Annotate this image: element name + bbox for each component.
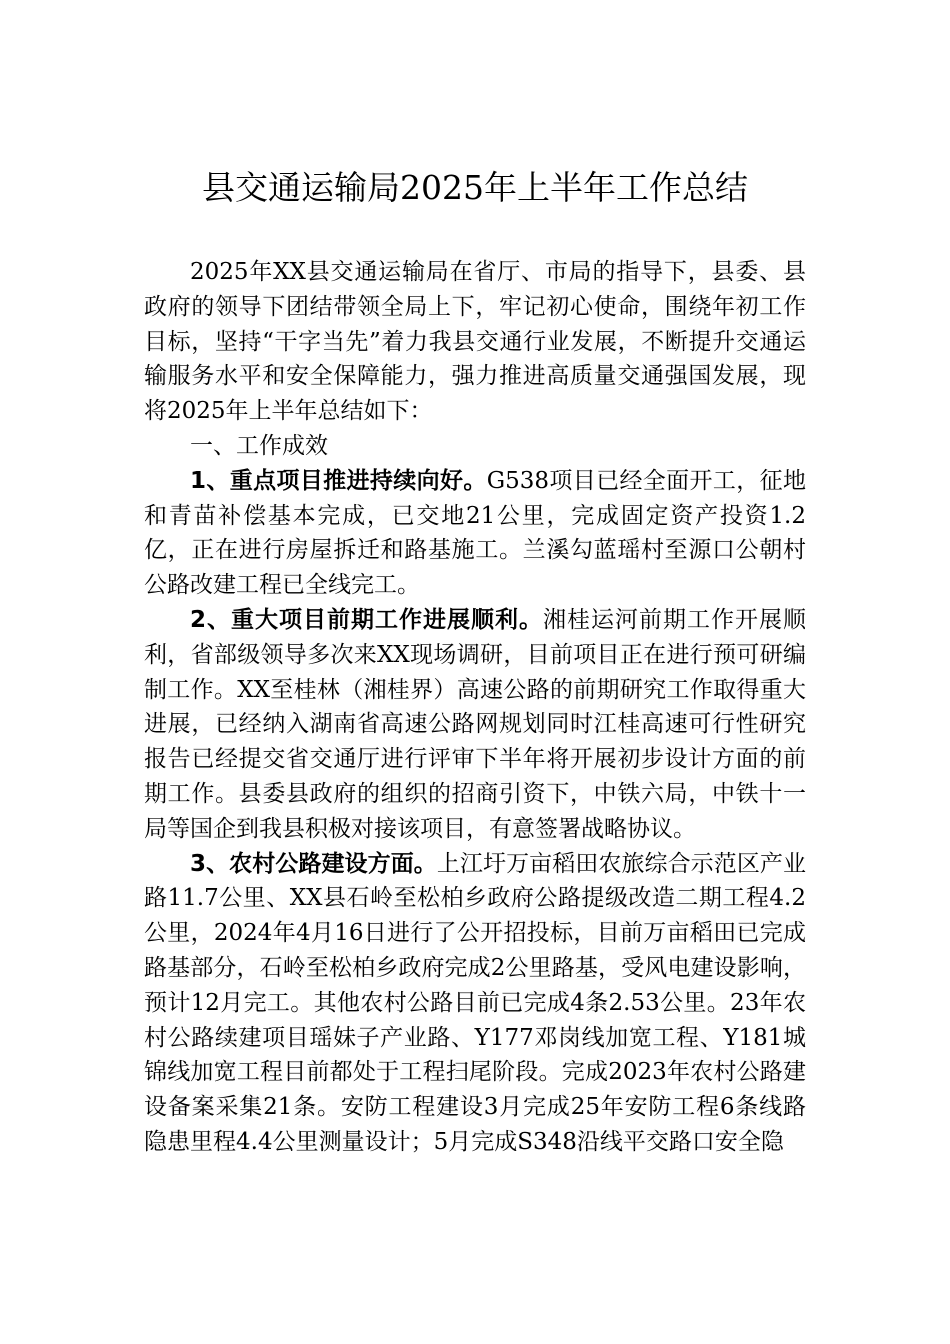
document-body bbox=[144, 255, 806, 1160]
section-heading bbox=[144, 429, 806, 464]
paragraph-lead: 2、重大项目前期工作进展顺利。 bbox=[190, 606, 543, 633]
paragraph-text: 2025年XX县交通运输局在省厅、市局的指导下，县委、县政府的领导下团结带领全局上下，牢记初心使命，围绕年初工作目标，坚持“干字当先”着力我县交通行业发展，不断提升交通运输服务水平和安全保障能力，强力推进高质量交通强国发展，现将2025年上半年总结如下： bbox=[144, 259, 806, 425]
paragraph-text: 上江圩万亩稻田农旅综合示范区产业路11.7公里、XX县石岭至松柏乡政府公路提级改造二期工程4.2公里，2024年4月16日进行了公开招投标，目前万亩稻田已完成路基部分，石岭至松柏乡政府完成2公里路基，受风电建设影响，预计12月完工。其他农村公路目前已完成4条2.53公里。23年农村公路续建项目瑶妹子产业路、Y177邓岗线加宽工程、Y181城锦线加宽工程目前都处于工程扫尾阶段。完成2023年农村公路建设备案采集21条。安防工程建设3月完成25年安防工程6条线路隐患里程4.4公里测量设计；5月完成S348沿线平交路口安全隐 bbox=[144, 850, 806, 1155]
paragraph-lead: 1、重点项目推进持续向好。 bbox=[190, 467, 487, 494]
paragraph-lead: 3、农村公路建设方面。 bbox=[190, 850, 437, 877]
paragraph-intro bbox=[144, 255, 806, 429]
paragraph-item-2 bbox=[144, 603, 806, 847]
paragraph-item-3 bbox=[144, 847, 806, 1160]
paragraph-text: G538项目已经全面开工，征地和青苗补偿基本完成，已交地21公里，完成固定资产投资1.2亿，正在进行房屋拆迁和路基施工。兰溪勾蓝瑶村至源口公朝村公路改建工程已全线完工。 bbox=[144, 467, 806, 599]
section-heading-text: 一、工作成效 bbox=[190, 432, 328, 459]
document-title: 县交通运输局2025年上半年工作总结 bbox=[202, 168, 748, 207]
paragraph-text: 湘桂运河前期工作开展顺利，省部级领导多次来XX现场调研，目前项目正在进行预可研编制工作。XX至桂林（湘桂界）高速公路的前期研究工作取得重大进展，已经纳入湖南省高速公路网规划同时江桂高速可行性研究报告已经提交省交通厅进行评审下半年将开展初步设计方面的前期工作。县委县政府的组织的招商引资下，中铁六局，中铁十一局等国企到我县积极对接该项目，有意签署战略协议。 bbox=[144, 606, 806, 842]
paragraph-item-1 bbox=[144, 464, 806, 603]
